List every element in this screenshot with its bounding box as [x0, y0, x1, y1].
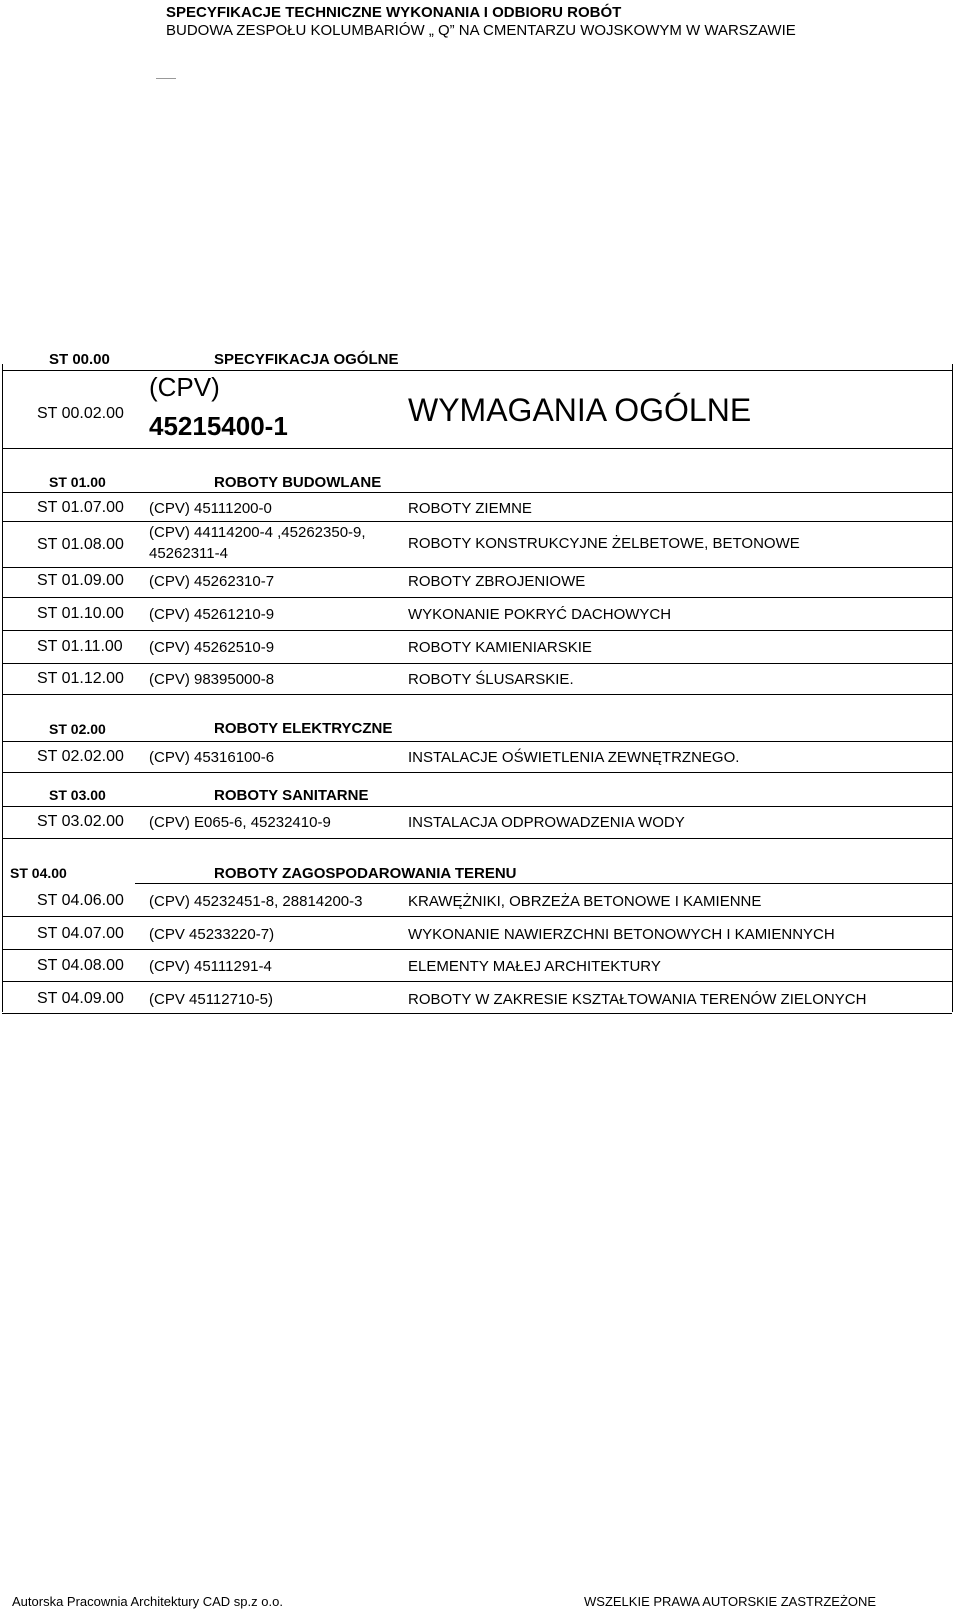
section-title: ROBOTY SANITARNE — [214, 787, 369, 804]
section-title: ROBOTY ELEKTRYCZNE — [214, 720, 393, 737]
spec-code: ST 01.11.00 — [37, 638, 123, 655]
document-title: SPECYFIKACJE TECHNICZNE WYKONANIA I ODBIORU ROBÓT — [166, 4, 622, 21]
cpv-code: (CPV) 45261210-9 — [149, 606, 275, 623]
cpv-code: (CPV) 98395000-8 — [149, 671, 275, 688]
row-divider — [2, 370, 952, 371]
section-title: ROBOTY ZAGOSPODAROWANIA TERENU — [214, 865, 517, 882]
row-divider — [2, 630, 952, 631]
spec-name: ROBOTY KAMIENIARSKIE — [408, 639, 592, 656]
row-divider — [2, 1013, 952, 1014]
spec-name: WYKONANIE NAWIERZCHNI BETONOWYCH I KAMIENNYCH — [408, 926, 835, 943]
table-border-right — [952, 364, 953, 1012]
spec-code: ST 00.02.00 — [37, 405, 124, 422]
section-title: ROBOTY BUDOWLANE — [214, 474, 382, 491]
section-code: ST 00.00 — [49, 351, 110, 368]
section-code: ST 03.00 — [49, 787, 106, 803]
row-divider — [2, 916, 952, 917]
footer-copyright: WSZELKIE PRAWA AUTORSKIE ZASTRZEŻONE — [584, 1594, 877, 1609]
row-divider — [2, 448, 952, 449]
cpv-code: (CPV 45233220-7) — [149, 926, 275, 943]
section-code: ST 02.00 — [49, 721, 106, 737]
row-divider — [2, 663, 952, 664]
spec-name: WYKONANIE POKRYĆ DACHOWYCH — [408, 606, 672, 623]
table-border-left — [2, 364, 3, 1012]
spec-code: ST 04.09.00 — [37, 990, 124, 1007]
row-divider — [2, 981, 952, 982]
spec-code: ST 04.06.00 — [37, 892, 124, 909]
row-divider — [2, 694, 952, 695]
row-divider — [2, 521, 952, 522]
document-header — [166, 4, 796, 40]
spec-name: KRAWĘŻNIKI, OBRZEŻA BETONOWE I KAMIENNE — [408, 893, 762, 910]
cpv-code: (CPV) 45232451-8, 28814200-3 — [149, 893, 363, 910]
row-divider — [2, 567, 952, 568]
cpv-code: (CPV) 45262310-7 — [149, 573, 275, 590]
spec-code: ST 04.08.00 — [37, 957, 124, 974]
spec-name: ROBOTY ŚLUSARSKIE. — [408, 671, 574, 688]
spec-code: ST 01.10.00 — [37, 605, 124, 622]
spec-name: ELEMENTY MAŁEJ ARCHITEKTURY — [408, 958, 661, 975]
document-subtitle: BUDOWA ZESPOŁU KOLUMBARIÓW „ Q” NA CMENTARZU WOJSKOWYM W WARSZAWIE — [166, 22, 796, 39]
spec-code: ST 01.09.00 — [37, 572, 124, 589]
row-divider — [2, 741, 952, 742]
row-divider — [2, 949, 952, 950]
spec-name: ROBOTY W ZAKRESIE KSZTAŁTOWANIA TERENÓW ZIELONYCH — [408, 991, 867, 1008]
spec-name: INSTALACJE OŚWIETLENIA ZEWNĘTRZNEGO. — [408, 749, 740, 766]
cpv-code: (CPV) 45111291-4 — [149, 958, 272, 975]
cpv-code: (CPV) 45262510-9 — [149, 639, 275, 656]
row-divider — [2, 597, 952, 598]
row-divider — [2, 492, 952, 493]
row-divider — [2, 806, 952, 807]
cpv-code: (CPV 45112710-5) — [149, 991, 273, 1008]
row-divider — [135, 883, 952, 884]
row-divider — [2, 838, 952, 839]
spec-code: ST 02.02.00 — [37, 748, 124, 765]
spec-name: ROBOTY ZBROJENIOWE — [408, 573, 586, 590]
section-code: ST 04.00 — [10, 865, 67, 881]
section-title: SPECYFIKACJA OGÓLNE — [214, 351, 399, 368]
spec-code: ST 01.07.00 — [37, 499, 124, 516]
row-divider — [2, 772, 952, 773]
spec-code: ST 04.07.00 — [37, 925, 124, 942]
cpv-code: (CPV) 44114200-4 ,45262350-9, — [149, 524, 366, 541]
spec-name: WYMAGANIA OGÓLNE — [408, 392, 752, 428]
cpv-code: 45262311-4 — [149, 545, 228, 562]
cpv-code: (CPV) 45111200-0 — [149, 500, 272, 517]
cpv-code: (CPV) 45316100-6 — [149, 749, 275, 766]
cpv-code: (CPV) — [149, 372, 220, 402]
section-code: ST 01.00 — [49, 474, 106, 490]
cpv-code: 45215400-1 — [149, 411, 288, 441]
spec-name: ROBOTY KONSTRUKCYJNE ŻELBETOWE, BETONOWE — [408, 535, 800, 552]
spec-name: INSTALACJA ODPROWADZENIA WODY — [408, 814, 685, 831]
spec-code: ST 01.12.00 — [37, 670, 124, 687]
cpv-code: (CPV) E065-6, 45232410-9 — [149, 814, 331, 831]
spec-code: ST 03.02.00 — [37, 813, 124, 830]
footer-company: Autorska Pracownia Architektury CAD sp.z o.o. — [12, 1594, 283, 1609]
spec-code: ST 01.08.00 — [37, 536, 124, 553]
spec-name: ROBOTY ZIEMNE — [408, 500, 532, 517]
header-divider — [156, 78, 176, 79]
